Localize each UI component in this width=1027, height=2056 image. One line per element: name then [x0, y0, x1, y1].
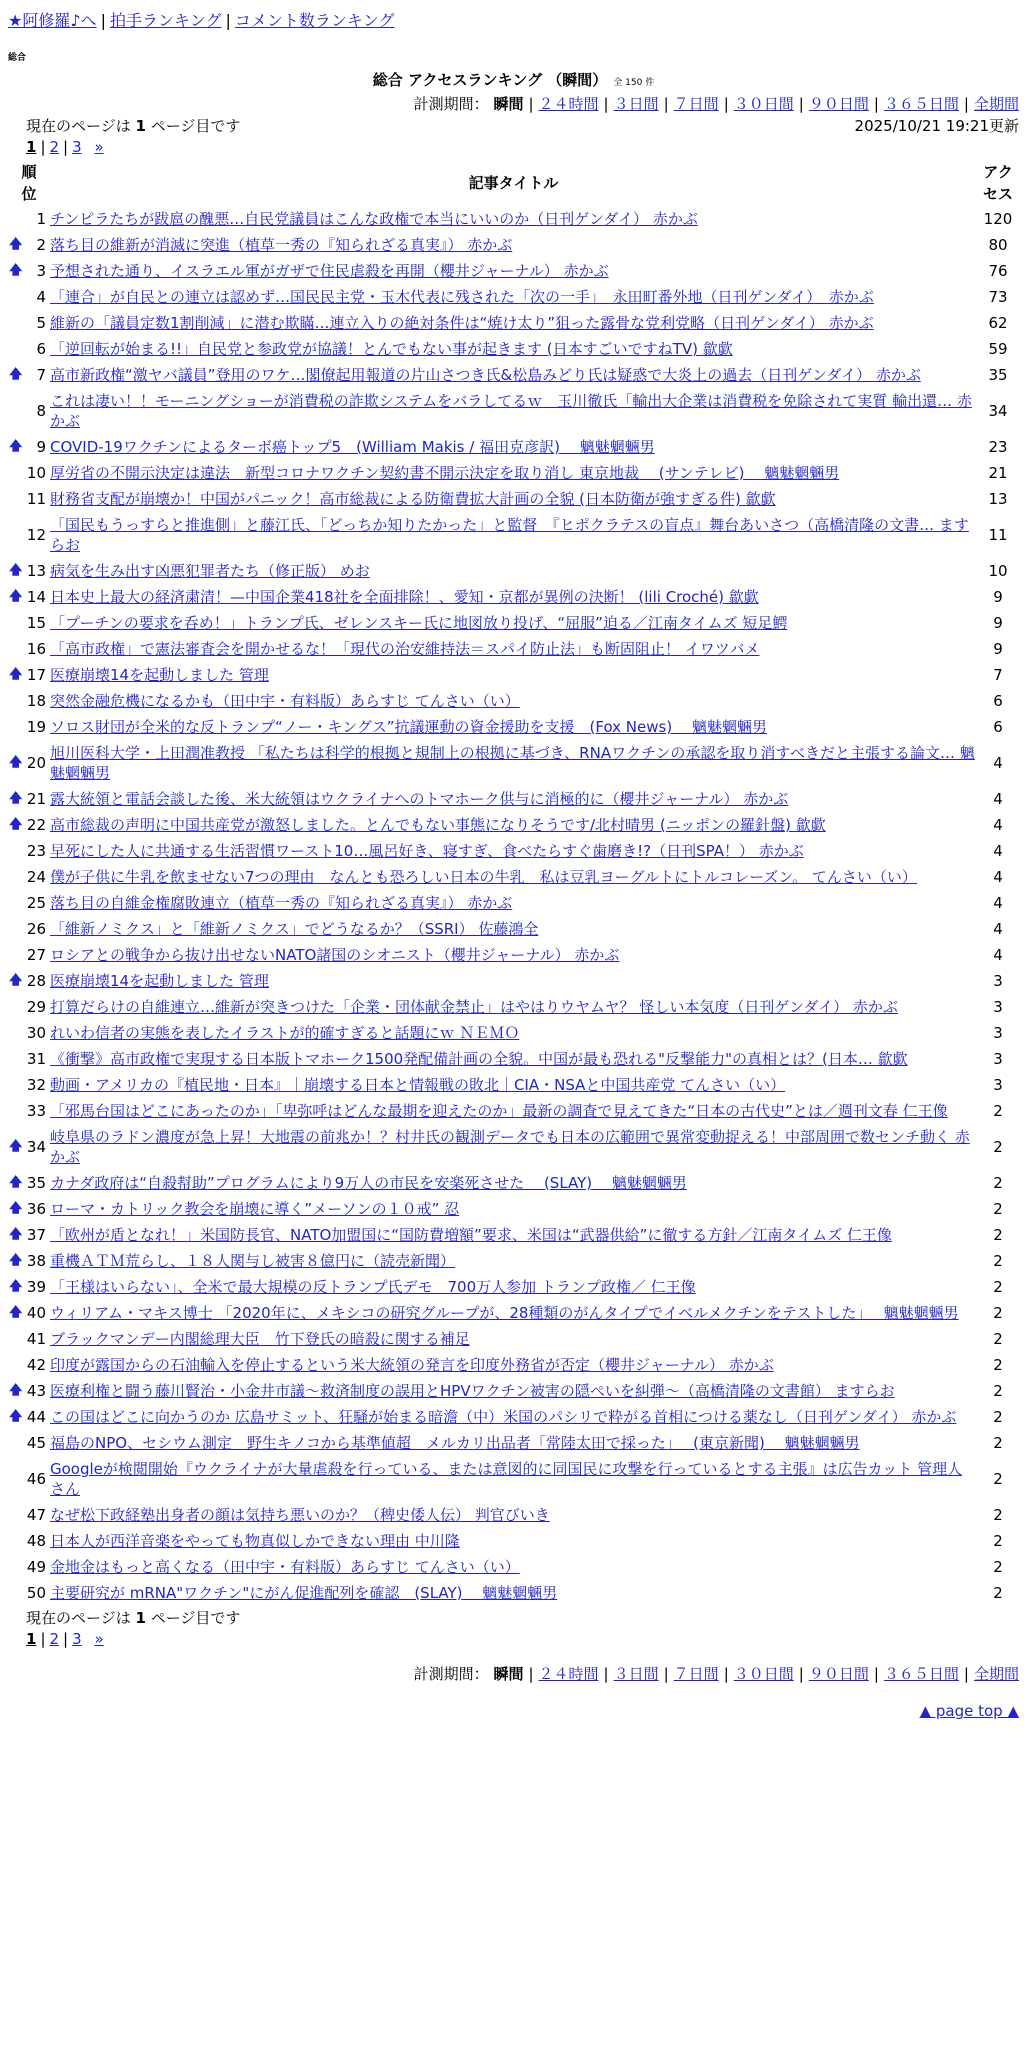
- rank-number: 15: [26, 614, 46, 632]
- access-count: 3: [993, 1050, 1003, 1068]
- access-count: 4: [993, 946, 1003, 964]
- rank-number: 8: [36, 402, 46, 420]
- page-top-link-wrap: [8, 1702, 1019, 1720]
- rank-number: 26: [26, 920, 46, 938]
- table-row: [8, 258, 1019, 284]
- table-row: [8, 1072, 1019, 1098]
- up-arrow-icon: 🡅: [9, 563, 23, 578]
- table-row: [8, 1222, 1019, 1248]
- article-link[interactable]: ローマ・カトリック教会を崩壊に導く”メーソンの１０戒” 忍: [50, 1200, 460, 1218]
- access-count: 23: [988, 438, 1008, 456]
- rank-number: 22: [26, 816, 46, 834]
- article-link[interactable]: れいわ信者の実態を表したイラストが的確すぎると話題にｗ ＮＥＭＯ: [50, 1024, 520, 1042]
- table-row: [8, 486, 1019, 512]
- table-row: [8, 786, 1019, 812]
- header-rank: 順位: [21, 163, 37, 203]
- access-count: 2: [993, 1174, 1003, 1192]
- article-link[interactable]: なぜ松下政経塾出身者の顔は気持ち悪いのか？（稗史倭人伝） 判官びいき: [50, 1506, 550, 1524]
- table-row: [8, 1404, 1019, 1430]
- table-row: [8, 838, 1019, 864]
- access-count: 11: [988, 526, 1008, 544]
- rank-number: 42: [26, 1356, 46, 1374]
- period-option-5[interactable]: ３６５日間: [883, 1665, 959, 1683]
- table-row: [8, 714, 1019, 740]
- table-row: [8, 362, 1019, 388]
- pager-bottom: 1 | 2 | 3 »: [26, 1630, 104, 1648]
- table-row: [8, 284, 1019, 310]
- period-option-6[interactable]: 全期間: [973, 95, 1019, 113]
- table-row: [8, 1124, 1019, 1170]
- access-count: 4: [993, 754, 1003, 772]
- pager-link-2[interactable]: 2: [49, 1630, 60, 1648]
- period-option-3[interactable]: ３０日間: [733, 1665, 794, 1683]
- access-count: 34: [988, 402, 1008, 420]
- rank-number: 6: [36, 340, 46, 358]
- ranking-table: [8, 160, 1019, 1606]
- access-count: 2: [993, 1356, 1003, 1374]
- rank-number: 5: [36, 314, 46, 332]
- article-link[interactable]: 僕が子供に牛乳を飲ませない7つの理由 なんとも恐ろしい日本の牛乳 私は豆乳ヨーグルトにトルコレーズン。 てんさい（い）: [50, 868, 917, 886]
- rank-number: 19: [26, 718, 46, 736]
- period-option-5[interactable]: ３６５日間: [883, 95, 959, 113]
- table-row: [8, 1274, 1019, 1300]
- table-row: [8, 584, 1019, 610]
- access-count: 2: [993, 1252, 1003, 1270]
- table-row: [8, 1430, 1019, 1456]
- page-info-row: [8, 116, 1019, 136]
- up-arrow-icon: 🡅: [9, 367, 23, 382]
- pager-current: 1: [26, 1630, 37, 1648]
- rank-number: 37: [26, 1226, 46, 1244]
- article-link[interactable]: 「国民もうっすらと推進側」と藤江氏、「どっちか知りたかった」と監督 『ヒポクラテスの盲点』舞台あいさつ（高橋清隆の文書… ますらお: [50, 516, 969, 554]
- table-row: [8, 942, 1019, 968]
- table-row: [8, 1248, 1019, 1274]
- rank-number: 45: [26, 1434, 46, 1452]
- rank-number: 43: [26, 1382, 46, 1400]
- article-link[interactable]: 財務省支配が崩壊か！中国がパニック！高市総裁による防衛費拡大計画の全貌 (日本防衛が強すぎる件) 歙歔: [50, 490, 776, 508]
- access-count: 2: [993, 1382, 1003, 1400]
- access-count: 62: [988, 314, 1008, 332]
- access-count: 6: [993, 692, 1003, 710]
- table-row: [8, 1170, 1019, 1196]
- access-count: 13: [988, 490, 1008, 508]
- table-row: [8, 610, 1019, 636]
- access-count: 80: [988, 236, 1008, 254]
- article-link[interactable]: 落ち目の維新が消滅に突進（植草一秀の『知られざる真実』） 赤かぶ: [50, 236, 513, 254]
- period-current: 瞬間: [493, 95, 524, 113]
- access-count: 2: [993, 1408, 1003, 1426]
- pager-next[interactable]: »: [94, 1630, 104, 1648]
- rank-number: 44: [26, 1408, 46, 1426]
- up-arrow-icon: 🡅: [9, 1227, 23, 1242]
- period-selector: 計測期間： 瞬間 | ２４時間 | ３日間 | ７日間 | ３０日間 | ９０日間 | ３６５日間 | 全期間: [413, 95, 1019, 113]
- access-count: 4: [993, 816, 1003, 834]
- rank-number: 28: [26, 972, 46, 990]
- period-option-0[interactable]: ２４時間: [538, 1665, 599, 1683]
- article-link[interactable]: 日本史上最大の経済粛清！—中国企業418社を全面排除！、愛知・京都が異例の決断！ (lili Croché) 歙歔: [50, 588, 759, 606]
- access-count: 73: [988, 288, 1008, 306]
- up-arrow-icon: 🡅: [9, 237, 23, 252]
- table-row: [8, 460, 1019, 486]
- table-row: [8, 916, 1019, 942]
- article-link[interactable]: ソロス財団が全米的な反トランプ“ノー・キングス”抗議運動の資金援助を支援 (Fox News) 魑魅魍魎男: [50, 718, 767, 736]
- access-count: 9: [993, 640, 1003, 658]
- article-link[interactable]: 「王様はいらない」、全米で最大規模の反トランプ氏デモ 700万人参加 トランプ政権／ 仁王像: [50, 1278, 696, 1296]
- rank-number: 33: [26, 1102, 46, 1120]
- rank-number: 38: [26, 1252, 46, 1270]
- up-arrow-icon: 🡅: [9, 1253, 23, 1268]
- up-arrow-icon: 🡅: [9, 755, 23, 770]
- period-option-4[interactable]: ９０日間: [808, 95, 869, 113]
- article-link[interactable]: 「邪馬台国はどこにあったのか」「卑弥呼はどんな最期を迎えたのか」最新の調査で見えてきた“日本の古代史”とは／週刊文春 仁王像: [50, 1102, 948, 1120]
- access-count: 2: [993, 1558, 1003, 1576]
- table-row: [8, 994, 1019, 1020]
- up-arrow-icon: 🡅: [9, 589, 23, 604]
- article-link[interactable]: 医療崩壊14を起動しました 管理: [50, 972, 269, 990]
- rank-number: 4: [36, 288, 46, 306]
- table-row: [8, 812, 1019, 838]
- updated-timestamp: 2025/10/21 19:21更新: [854, 117, 1019, 135]
- table-row: [8, 336, 1019, 362]
- rank-number: 17: [26, 666, 46, 684]
- period-option-2[interactable]: ７日間: [673, 1665, 719, 1683]
- access-count: 2: [993, 1200, 1003, 1218]
- access-count: 2: [993, 1102, 1003, 1120]
- table-row: [8, 636, 1019, 662]
- rank-number: 32: [26, 1076, 46, 1094]
- article-link[interactable]: 重機ＡＴＭ荒らし、１８人関与し被害８億円に（読売新聞）: [50, 1252, 456, 1270]
- up-arrow-icon: 🡅: [9, 1383, 23, 1398]
- access-count: 2: [993, 1470, 1003, 1488]
- up-arrow-icon: 🡅: [9, 1409, 23, 1424]
- access-count: 4: [993, 868, 1003, 886]
- rank-number: 24: [26, 868, 46, 886]
- article-link[interactable]: 金地金はもっと高くなる（田中宇・有料版）あらすじ てんさい（い）: [50, 1558, 520, 1576]
- access-count: 76: [988, 262, 1008, 280]
- article-link[interactable]: 動画・アメリカの『植民地・日本』｜崩壊する日本と情報戦の敗北｜CIA・NSAと中国共産党 てんさい（い）: [50, 1076, 786, 1094]
- table-row: [8, 688, 1019, 714]
- rank-number: 10: [26, 464, 46, 482]
- table-row: [8, 232, 1019, 258]
- top-navigation: ★阿修羅♪へ | 拍手ランキング | コメント数ランキング: [8, 11, 395, 30]
- article-link[interactable]: 落ち目の自維金権腐敗連立（植草一秀の『知られざる真実』） 赤かぶ: [50, 894, 513, 912]
- table-row: [8, 1196, 1019, 1222]
- access-count: 2: [993, 1532, 1003, 1550]
- table-row: [8, 1378, 1019, 1404]
- table-row: [8, 558, 1019, 584]
- table-row: [8, 310, 1019, 336]
- access-count: 4: [993, 894, 1003, 912]
- access-count: 4: [993, 790, 1003, 808]
- rank-number: 46: [26, 1470, 46, 1488]
- page-info: 現在のページは 1 ページ目です: [26, 117, 241, 135]
- access-count: 2: [993, 1584, 1003, 1602]
- rank-number: 18: [26, 692, 46, 710]
- table-row: [8, 434, 1019, 460]
- access-count: 2: [993, 1304, 1003, 1322]
- article-link[interactable]: ウィリアム・マキス博士 「2020年に、メキシコの研究グループが、28種類のがんタイプでイベルメクチンをテストした」 魑魅魍魎男: [50, 1304, 959, 1322]
- table-row: [8, 1300, 1019, 1326]
- access-count: 3: [993, 1076, 1003, 1094]
- rank-number: 29: [26, 998, 46, 1016]
- table-row: [8, 1580, 1019, 1606]
- pager-link-2[interactable]: 2: [49, 138, 60, 156]
- rank-number: 11: [26, 490, 46, 508]
- article-link[interactable]: COVID-19ワクチンによるターボ癌トップ5 (William Makis / 福田克彦訳) 魑魅魍魎男: [50, 438, 655, 456]
- article-link[interactable]: チンピラたちが跋扈の醜悪…自民党議員はこんな政権で本当にいいのか（日刊ゲンダイ） 赤かぶ: [50, 210, 698, 228]
- article-link[interactable]: 露大統領と電話会談した後、米大統領はウクライナへのトマホーク供与に消極的に（櫻井ジャーナル） 赤かぶ: [50, 790, 789, 808]
- pager: 1 | 2 | 3 »: [26, 138, 104, 156]
- access-count: 2: [993, 1138, 1003, 1156]
- article-link[interactable]: 「逆回転が始まる!!」自民党と参政党が協議！とんでもない事が起きます (日本すごいですねTV) 歙歔: [50, 340, 733, 358]
- rank-number: 2: [36, 236, 46, 254]
- access-count: 120: [983, 210, 1013, 228]
- up-arrow-icon: 🡅: [9, 817, 23, 832]
- rank-number: 21: [26, 790, 46, 808]
- period-option-2[interactable]: ７日間: [673, 95, 719, 113]
- pager-current: 1: [26, 138, 37, 156]
- table-row: [8, 1098, 1019, 1124]
- rank-number: 47: [26, 1506, 46, 1524]
- table-row: [8, 662, 1019, 688]
- access-count: 6: [993, 718, 1003, 736]
- period-option-1[interactable]: ３日間: [613, 1665, 659, 1683]
- article-link[interactable]: 主要研究が mRNA"ワクチン"にがん促進配列を確認 (SLAY) 魑魅魍魎男: [50, 1584, 558, 1602]
- article-link[interactable]: この国はどこに向かうのか 広島サミット、狂騒が始まる暗澹（中）米国のパシリで粋がる首相につける薬なし（日刊ゲンダイ） 赤かぶ: [50, 1408, 957, 1426]
- rank-number: 41: [26, 1330, 46, 1348]
- period-current: 瞬間: [493, 1665, 524, 1683]
- access-count: 2: [993, 1434, 1003, 1452]
- table-row: [8, 1502, 1019, 1528]
- rank-number: 34: [26, 1138, 46, 1156]
- period-option-4[interactable]: ９０日間: [808, 1665, 869, 1683]
- rank-number: 27: [26, 946, 46, 964]
- table-row: [8, 1554, 1019, 1580]
- rank-number: 1: [36, 210, 46, 228]
- table-row: [8, 512, 1019, 558]
- period-selector-bottom: 計測期間： 瞬間 | ２４時間 | ３日間 | ７日間 | ３０日間 | ９０日間 | ３６５日間 | 全期間: [413, 1665, 1019, 1683]
- clap-ranking-link[interactable]: 拍手ランキング: [109, 11, 222, 30]
- access-count: 7: [993, 666, 1003, 684]
- table-row: [8, 1528, 1019, 1554]
- article-link[interactable]: ブラックマンデー内閣総理大臣 竹下登氏の暗殺に関する補足: [50, 1330, 470, 1348]
- article-link[interactable]: 「連合」が自民との連立は認めず…国民民主党・玉木代表に残された「次の一手」 永田町番外地（日刊ゲンダイ） 赤かぶ: [50, 288, 874, 306]
- article-link[interactable]: ロシアとの戦争から抜け出せないNATO諸国のシオニスト（櫻井ジャーナル） 赤かぶ: [50, 946, 620, 964]
- up-arrow-icon: 🡅: [9, 791, 23, 806]
- rank-number: 36: [26, 1200, 46, 1218]
- access-count: 2: [993, 1330, 1003, 1348]
- up-arrow-icon: 🡅: [9, 1279, 23, 1294]
- header-access: アクセス: [982, 163, 1013, 203]
- up-arrow-icon: 🡅: [9, 973, 23, 988]
- period-option-1[interactable]: ３日間: [613, 95, 659, 113]
- access-count: 3: [993, 1024, 1003, 1042]
- rank-number: 9: [36, 438, 46, 456]
- page-info: 現在のページは 1 ページ目です: [26, 1609, 241, 1627]
- rank-number: 30: [26, 1024, 46, 1042]
- up-arrow-icon: 🡅: [9, 263, 23, 278]
- period-option-0[interactable]: ２４時間: [538, 95, 599, 113]
- up-arrow-icon: 🡅: [9, 1201, 23, 1216]
- article-link[interactable]: 予想された通り、イスラエル軍がガザで住民虐殺を再開（櫻井ジャーナル） 赤かぶ: [50, 262, 609, 280]
- category-label: 総合: [8, 53, 27, 63]
- article-link[interactable]: 早死にした人に共通する生活習慣ワースト10…風呂好き、寝すぎ、食べたらすぐ歯磨き!?（日刊SPA！） 赤かぶ: [50, 842, 804, 860]
- rank-number: 12: [26, 526, 46, 544]
- table-row: [8, 388, 1019, 434]
- article-link[interactable]: 「維新ノミクス」と「維新ノミクス」でどうなるか？（SSRI） 佐藤鴻全: [50, 920, 539, 938]
- article-link[interactable]: 医療利権と闘う藤川賢治・小金井市議～救済制度の誤用とHPVワクチン被害の隠ぺいを糾弾～（高橋清隆の文書館） ますらお: [50, 1382, 895, 1400]
- article-link[interactable]: 「高市政権」で憲法審査会を開かせるな！「現代の治安維持法＝スパイ防止法」も断固阻止！ イワツバメ: [50, 640, 760, 658]
- access-count: 35: [988, 366, 1008, 384]
- up-arrow-icon: 🡅: [9, 1175, 23, 1190]
- rank-number: 7: [36, 366, 46, 384]
- table-row: [8, 206, 1019, 232]
- up-arrow-icon: 🡅: [9, 667, 23, 682]
- article-link[interactable]: 旭川医科大学・上田潤准教授 「私たちは科学的根拠と規制上の根拠に基づき、RNAワクチンの承認を取り消すべきだと主張する論文… 魑魅魍魎男: [50, 744, 975, 782]
- pager-link-3[interactable]: 3: [72, 1630, 82, 1648]
- rank-number: 25: [26, 894, 46, 912]
- article-link[interactable]: 《衝撃》高市政権で実現する日本版トマホーク1500発配備計画の全貌。中国が最も恐れる"反撃能力"の真相とは？(日本… 歙歔: [50, 1050, 908, 1068]
- table-row: [8, 740, 1019, 786]
- article-link[interactable]: 高市新政権“激ヤバ議員”登用のワケ…閣僚起用報道の片山さつき氏&松島みどり氏は疑惑で大炎上の過去（日刊ゲンダイ） 赤かぶ: [50, 366, 921, 384]
- access-count: 10: [988, 562, 1008, 580]
- rank-number: 20: [26, 754, 46, 772]
- rank-number: 13: [26, 562, 46, 580]
- access-count: 2: [993, 1226, 1003, 1244]
- comment-ranking-link[interactable]: コメント数ランキング: [234, 11, 395, 30]
- article-link[interactable]: 維新の「議員定数1割削減」に潜む欺瞞…連立入りの絶対条件は“焼け太り”狙った露骨な党利党略（日刊ゲンダイ） 赤かぶ: [50, 314, 874, 332]
- rank-number: 49: [26, 1558, 46, 1576]
- article-link[interactable]: 打算だらけの自維連立…維新が突きつけた「企業・団体献金禁止」はやはりウヤムヤ？ 怪しい本気度（日刊ゲンダイ） 赤かぶ: [50, 998, 898, 1016]
- header-title: 記事タイトル: [468, 174, 559, 192]
- access-count: 2: [993, 1506, 1003, 1524]
- access-count: 9: [993, 588, 1003, 606]
- rank-number: 14: [26, 588, 46, 606]
- rank-number: 48: [26, 1532, 46, 1550]
- total-count: 全 150 件: [613, 78, 655, 88]
- article-link[interactable]: 厚労省の不開示決定は違法 新型コロナワクチン契約書不開示決定を取り消し 東京地裁 (サンテレビ) 魑魅魍魎男: [50, 464, 840, 482]
- rank-number: 50: [26, 1584, 46, 1602]
- access-count: 59: [988, 340, 1008, 358]
- up-arrow-icon: 🡅: [9, 439, 23, 454]
- article-link[interactable]: 突然金融危機になるかも（田中宇・有料版）あらすじ てんさい（い）: [50, 692, 520, 710]
- table-row: [8, 1352, 1019, 1378]
- table-row: [8, 890, 1019, 916]
- table-row: [8, 968, 1019, 994]
- access-count: 9: [993, 614, 1003, 632]
- article-link[interactable]: これは凄い！！モーニングショーが消費税の詐欺システムをバラしてるｗ 玉川徹氏「輸出大企業は消費税を免除されて実質 輸出還… 赤かぶ: [50, 392, 972, 430]
- page-title: 総合 アクセスランキング （瞬間）: [372, 71, 608, 89]
- period-option-6[interactable]: 全期間: [973, 1665, 1019, 1683]
- rank-number: 40: [26, 1304, 46, 1322]
- page-top-link[interactable]: ▲ page top ▲: [919, 1702, 1019, 1720]
- access-count: 4: [993, 842, 1003, 860]
- table-row: [8, 1456, 1019, 1502]
- up-arrow-icon: 🡅: [9, 1305, 23, 1320]
- table-row: [8, 1326, 1019, 1352]
- article-link[interactable]: 高市総裁の声明に中国共産党が激怒しました。とんでもない事態になりそうです/北村晴男 (ニッポンの羅針盤) 歙歔: [50, 816, 826, 834]
- article-link[interactable]: 病気を生み出す凶悪犯罪者たち（修正版） めお: [50, 562, 370, 580]
- rank-number: 23: [26, 842, 46, 860]
- rank-number: 39: [26, 1278, 46, 1296]
- article-link[interactable]: 岐阜県のラドン濃度が急上昇！大地震の前兆か！？村井氏の観測データでも日本の広範囲で異常変動捉える！中部周囲で数センチ動く 赤かぶ: [50, 1128, 970, 1166]
- ranking-heading: [8, 69, 1019, 90]
- article-link[interactable]: 日本人が西洋音楽をやっても物真似しかできない理由 中川隆: [50, 1532, 460, 1550]
- table-row: [8, 1046, 1019, 1072]
- article-link[interactable]: 「プーチンの要求を呑め！」トランプ氏、ゼレンスキー氏に地図放り投げ、“屈服”迫る／江南タイムズ 短足鰐: [50, 614, 788, 632]
- table-row: [8, 1020, 1019, 1046]
- rank-number: 3: [36, 262, 46, 280]
- period-option-3[interactable]: ３０日間: [733, 95, 794, 113]
- access-count: 21: [988, 464, 1008, 482]
- article-link[interactable]: Googleが検閲開始『ウクライナが大量虐殺を行っている、または意図的に同国民に攻撃を行っているとする主張』は広告カット 管理人さん: [50, 1460, 963, 1498]
- up-arrow-icon: 🡅: [9, 1139, 23, 1154]
- access-count: 3: [993, 998, 1003, 1016]
- page-info-row-bottom: [8, 1608, 1019, 1628]
- rank-number: 31: [26, 1050, 46, 1068]
- article-link[interactable]: 印度が露国からの石油輸入を停止するという米大統領の発言を印度外務省が否定（櫻井ジャーナル） 赤かぶ: [50, 1356, 774, 1374]
- article-link[interactable]: 「欧州が盾となれ！」米国防長官、NATO加盟国に“国防費増額”要求、米国は“武器供給”に徹する方針／江南タイムズ 仁王像: [50, 1226, 892, 1244]
- access-count: 3: [993, 972, 1003, 990]
- rank-number: 16: [26, 640, 46, 658]
- pager-link-3[interactable]: 3: [72, 138, 82, 156]
- article-link[interactable]: 医療崩壊14を起動しました 管理: [50, 666, 269, 684]
- article-link[interactable]: 福島のNPO、セシウム測定 野生キノコから基準値超 メルカリ出品者「常陸太田で採った」 (東京新聞) 魑魅魍魎男: [50, 1434, 860, 1452]
- home-link[interactable]: ★阿修羅♪へ: [8, 11, 97, 30]
- access-count: 2: [993, 1278, 1003, 1296]
- article-link[interactable]: カナダ政府は“自殺幇助”プログラムにより9万人の市民を安楽死させた (SLAY) 魑魅魍魎男: [50, 1174, 687, 1192]
- access-count: 4: [993, 920, 1003, 938]
- rank-number: 35: [26, 1174, 46, 1192]
- table-row: [8, 864, 1019, 890]
- pager-next[interactable]: »: [94, 138, 104, 156]
